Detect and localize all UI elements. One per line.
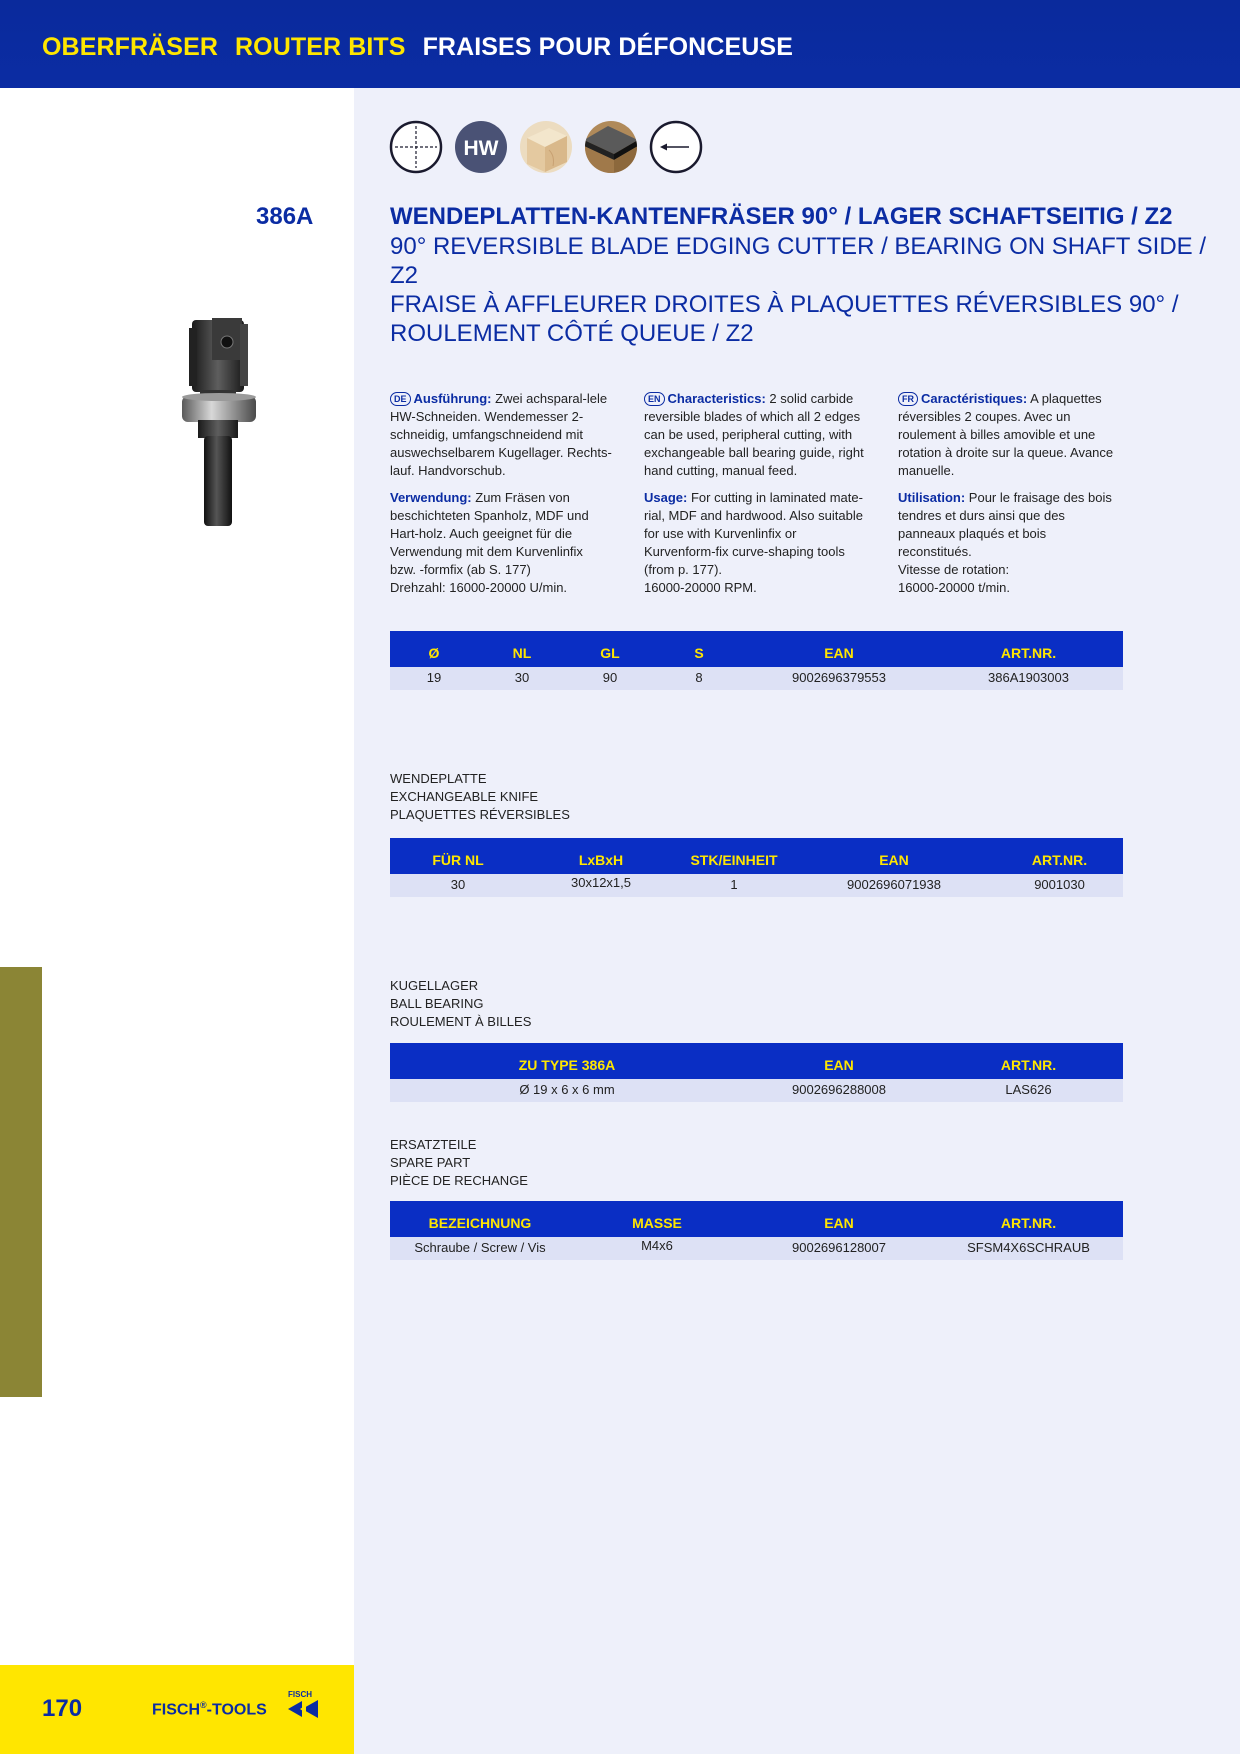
product-title-de: WENDEPLATTEN-KANTENFRÄSER 90° / LAGER SCHAFTSEITIG / Z2 xyxy=(390,203,1173,230)
header-cell: EAN xyxy=(824,1057,854,1073)
product-title-en: 90° REVERSIBLE BLADE EDGING CUTTER / BEARING ON SHAFT SIDE / Z2 xyxy=(390,233,1207,289)
table-cell: SFSM4X6SCHRAUB xyxy=(967,1240,1090,1255)
header-cell: GL xyxy=(600,645,620,661)
header-cell: BEZEICHNUNG xyxy=(428,1215,532,1231)
header-cell: MASSE xyxy=(632,1215,682,1231)
page-number: 170 xyxy=(42,1695,83,1722)
label-en: EXCHANGEABLE KNIFE xyxy=(390,789,539,804)
description-fr xyxy=(898,390,1120,606)
label-de: ERSATZTEILE xyxy=(390,1137,477,1152)
header-cell: ART.NR. xyxy=(1031,852,1088,868)
usage-text-en: For cutting in laminated mate-rial, MDF and hardwood. Also suitable for use with Kurvenlinfix or Kurvenform-fix curve-shaping tools (from p. 177). xyxy=(644,490,863,577)
header-cell: ZU TYPE 386A xyxy=(518,1057,616,1073)
fish-logo-icon xyxy=(284,1689,326,1725)
brand-suffix: -TOOLS xyxy=(206,1701,267,1719)
header-cell: EAN xyxy=(824,1215,854,1231)
table-header xyxy=(390,838,1123,874)
table-cell: 30 xyxy=(450,877,466,892)
title-fr: FRAISES POUR DÉFONCEUSE xyxy=(422,33,793,61)
usage-text-de: Zum Fräsen von beschichteten Spanholz, MDF und Hart-holz. Auch geeignet für die Verwendung mit dem Kurvenlinfix bzw. -formfix (ab S. 177) xyxy=(390,490,589,577)
bearing-table xyxy=(390,1043,1123,1102)
table-cell: Ø 19 x 6 x 6 mm xyxy=(519,1082,615,1097)
table-cell: 9002696071938 xyxy=(847,877,941,892)
bearing-section-label xyxy=(390,977,531,1031)
table-cell: 9001030 xyxy=(1034,877,1085,892)
brand-reg: ® xyxy=(200,1700,207,1710)
page-header xyxy=(0,0,1240,88)
usage-label-en: Usage: xyxy=(644,490,688,505)
article-code: 386A xyxy=(256,203,314,230)
knife-table xyxy=(390,838,1123,897)
table-cell: 1 xyxy=(730,877,738,892)
table-cell: 9002696288008 xyxy=(792,1082,886,1097)
label-en: BALL BEARING xyxy=(390,996,484,1011)
title-de: OBERFRÄSER xyxy=(42,33,219,61)
header-cell: S xyxy=(694,645,704,661)
lang-badge-de: DE xyxy=(390,392,411,406)
header-cell: EAN xyxy=(879,852,909,868)
speed-en: 16000-20000 RPM. xyxy=(644,580,757,595)
page-footer xyxy=(0,1665,354,1754)
table-cell: 19 xyxy=(426,670,442,685)
header-cell: FÜR NL xyxy=(432,852,484,868)
table-row xyxy=(390,874,1123,897)
header-cell: LxBxH xyxy=(578,852,624,868)
table-row xyxy=(390,667,1123,690)
label-en: SPARE PART xyxy=(390,1155,471,1170)
char-text-en: 2 solid carbide reversible blades of which all 2 edges can be used, peripheral cutting, with exchangeable ball bearing guide, right hand cutting, manual feed. xyxy=(644,391,864,478)
hw-icon-label: HW xyxy=(463,137,499,160)
label-fr: PLAQUETTES RÉVERSIBLES xyxy=(390,807,570,822)
char-label-fr: Caractéristiques: xyxy=(921,391,1028,406)
wood-block-icon xyxy=(519,120,573,174)
spare-table xyxy=(390,1201,1123,1260)
header-cell: ART.NR. xyxy=(1000,645,1057,661)
laminated-board-icon xyxy=(584,120,638,174)
table-cell: 8 xyxy=(695,670,703,685)
table-header xyxy=(390,1043,1123,1079)
char-label-de: Ausführung: xyxy=(413,391,492,406)
section-title xyxy=(42,33,793,62)
header-cell: STK/EINHEIT xyxy=(690,852,778,868)
table-row xyxy=(390,1237,1123,1260)
table-header xyxy=(390,1201,1123,1237)
header-cell: Ø xyxy=(428,645,440,661)
table-cell: 386A1903003 xyxy=(988,670,1069,685)
table-row xyxy=(390,1079,1123,1102)
speed-de: Drehzahl: 16000-20000 U/min. xyxy=(390,580,568,595)
table-header xyxy=(390,631,1123,667)
table-cell: 30 xyxy=(514,670,530,685)
table-cell: Schraube / Screw / Vis xyxy=(414,1240,546,1255)
brand-text: FISCH xyxy=(152,1701,200,1719)
header-cell: NL xyxy=(512,645,532,661)
table-cell: 9002696379553 xyxy=(792,670,886,685)
brand-name xyxy=(152,1700,267,1719)
label-de: KUGELLAGER xyxy=(390,978,479,993)
char-text-de: Zwei achsparal-lele HW-Schneiden. Wendemesser 2-schneidig, umfangschneidend mit auswechselbarem Kugellager. Rechts-lauf. Handvorschub. xyxy=(390,391,612,478)
spare-section-label xyxy=(390,1136,528,1190)
header-cell: ART.NR. xyxy=(1000,1057,1057,1073)
lang-badge-fr: FR xyxy=(898,392,918,406)
speed-fr: 16000-20000 t/min. xyxy=(898,580,1011,595)
title-en: ROUTER BITS xyxy=(235,33,406,61)
label-fr: PIÈCE DE RECHANGE xyxy=(390,1173,528,1188)
product-title xyxy=(390,202,1210,348)
crosshair-icon xyxy=(389,120,443,174)
char-label-en: Characteristics: xyxy=(667,391,766,406)
header-cell: EAN xyxy=(824,645,854,661)
header-cell: ART.NR. xyxy=(1000,1215,1057,1231)
usage-label-de: Verwendung: xyxy=(390,490,472,505)
knife-section-label xyxy=(390,770,570,824)
product-title-fr: FRAISE À AFFLEURER DROITES À PLAQUETTES RÉVERSIBLES 90° / ROULEMENT CÔTÉ QUEUE / Z2 xyxy=(390,291,1179,347)
hw-icon xyxy=(454,120,508,174)
label-fr: ROULEMENT À BILLES xyxy=(390,1014,532,1029)
description-en xyxy=(644,390,866,606)
table-cell: M4x6 xyxy=(641,1238,673,1253)
description-de xyxy=(390,390,612,606)
usage-text-fr: Pour le fraisage des bois tendres et durs ainsi que des panneaux plaqués et bois reconstitués. xyxy=(898,490,1112,559)
chapter-marker xyxy=(0,967,42,1397)
table-cell: 9002696128007 xyxy=(792,1240,886,1255)
usage-label-fr: Utilisation: xyxy=(898,490,966,505)
table-cell: 90 xyxy=(602,670,618,685)
logo-text: FISCH xyxy=(288,1690,312,1699)
table-cell: 30x12x1,5 xyxy=(571,875,631,890)
char-text-fr: A plaquettes réversibles 2 coupes. Avec un roulement à billes amovible et une rotation à droite sur la queue. Avance manuelle. xyxy=(898,391,1114,478)
table-cell: LAS626 xyxy=(1005,1082,1052,1097)
main-spec-table xyxy=(390,631,1123,690)
label-de: WENDEPLATTE xyxy=(390,771,487,786)
speed-label-fr: Vitesse de rotation: xyxy=(898,562,1010,577)
router-bit-image xyxy=(170,316,270,528)
lang-badge-en: EN xyxy=(644,392,665,406)
rotation-arrow-icon xyxy=(649,120,703,174)
